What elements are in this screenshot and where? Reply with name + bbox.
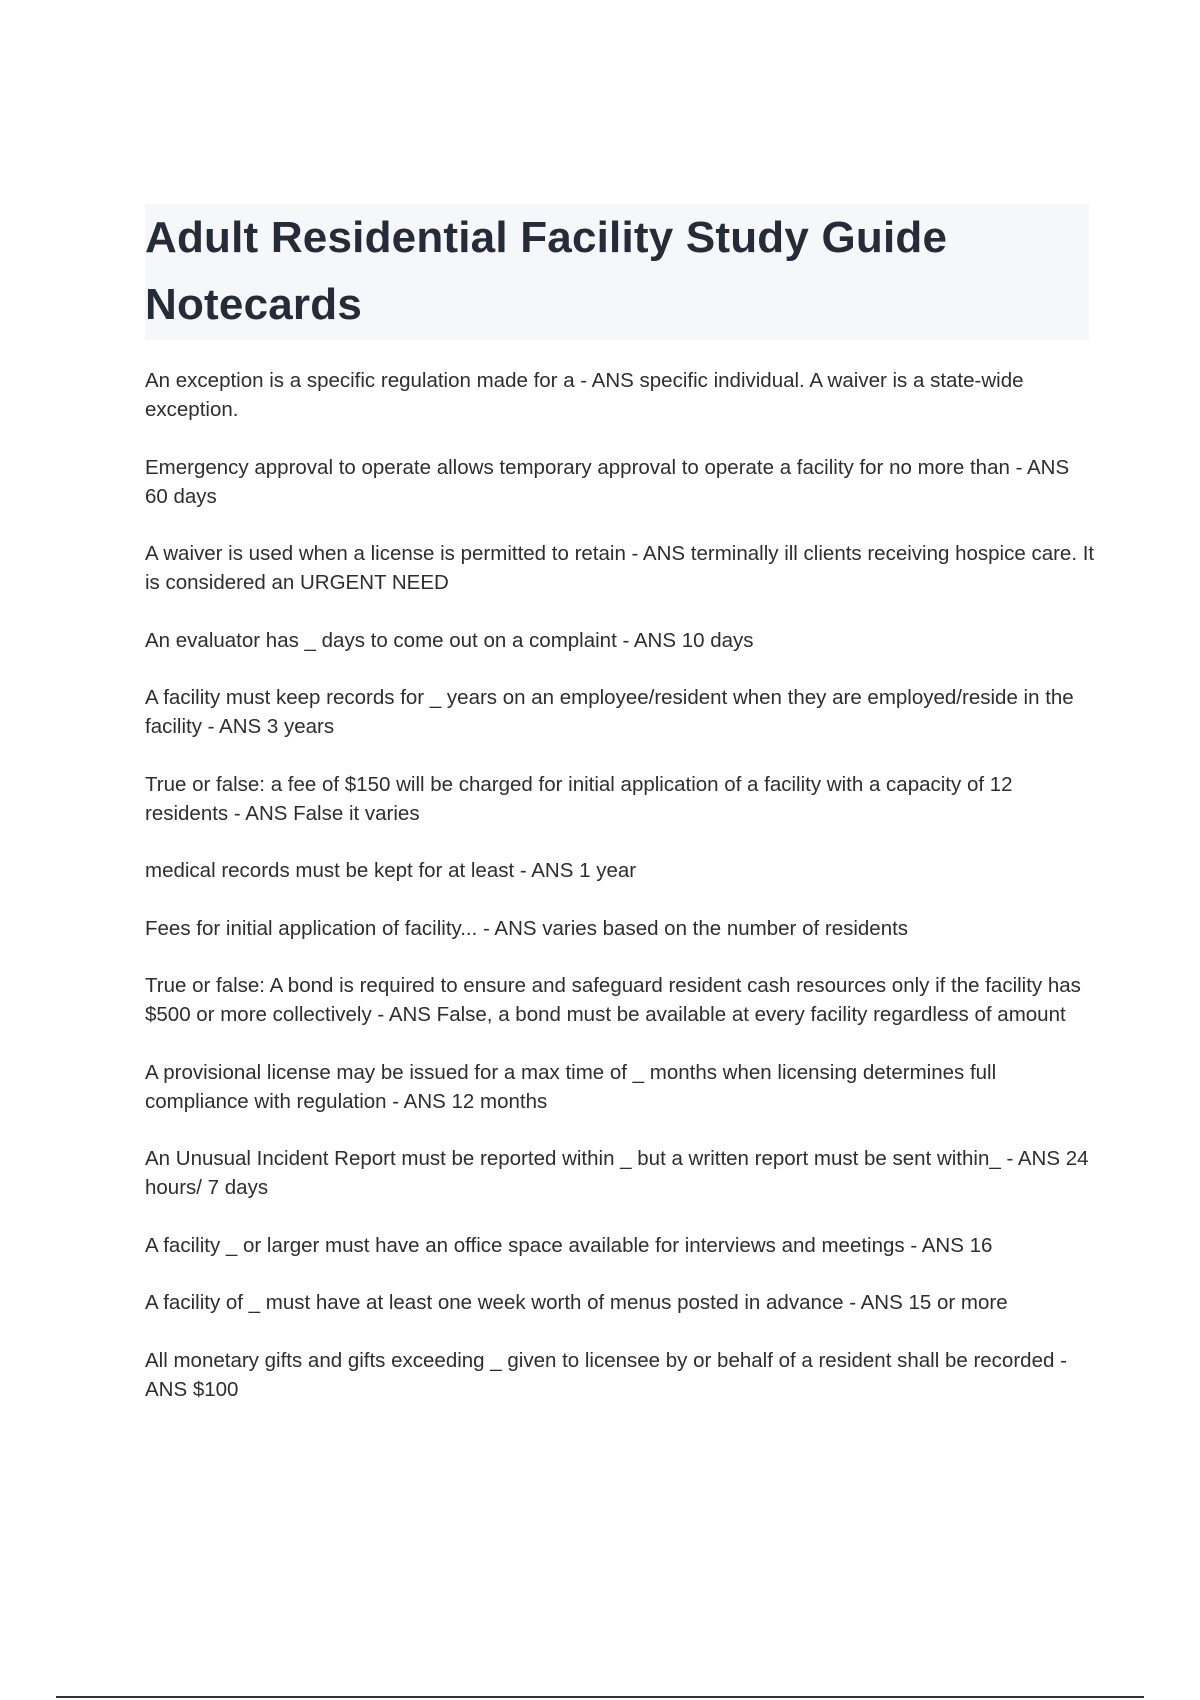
qa-item-4: An evaluator has _ days to come out on a complaint - ANS 10 days (145, 628, 754, 652)
title-block (145, 204, 1089, 340)
page-title: Adult Residential Facility Study Guide Notecards (145, 213, 948, 329)
qa-item-1: An exception is a specific regulation made for a - ANS specific individual. A waiver is a state-wide exception. (145, 369, 1024, 421)
footer-divider (56, 1696, 1144, 1698)
qa-item-12: A facility _ or larger must have an office space available for interviews and meetings - ANS 16 (145, 1233, 993, 1257)
qa-item-7: medical records must be kept for at least - ANS 1 year (145, 859, 637, 882)
qa-item-8: Fees for initial application of facility... - ANS varies based on the number of residents (145, 916, 909, 940)
qa-item-3: A waiver is used when a license is permitted to retain - ANS terminally ill clients receiving hospice care. It is considered an URGENT NEED (145, 542, 1095, 594)
qa-item-10: A provisional license may be issued for a max time of _ months when licensing determines full compliance with regulation - ANS 12 months (145, 1060, 997, 1113)
qa-item-13: A facility of _ must have at least one week worth of menus posted in advance - ANS 15 or more (145, 1291, 1008, 1314)
qa-item-11: An Unusual Incident Report must be reported within _ but a written report must be sent within_ - ANS 24 hours/ 7 days (145, 1147, 1089, 1199)
qa-list (145, 366, 1095, 1432)
qa-item-2: Emergency approval to operate allows temporary approval to operate a facility for no more than - ANS 60 days (145, 455, 1070, 508)
qa-item-5: A facility must keep records for _ years on an employee/resident when they are employed/reside in the facility - ANS 3 years (145, 686, 1074, 738)
qa-item-6: True or false: a fee of $150 will be charged for initial application of a facility with a capacity of 12 residents - ANS False it varies (145, 772, 1013, 825)
qa-item-9: True or false: A bond is required to ensure and safeguard resident cash resources only if the facility has $500 or more collectively - ANS False, a bond must be available at every facility regardless of amount (145, 974, 1081, 1026)
qa-item-14: All monetary gifts and gifts exceeding _ given to licensee by or behalf of a resident shall be recorded - ANS $100 (145, 1348, 1067, 1401)
